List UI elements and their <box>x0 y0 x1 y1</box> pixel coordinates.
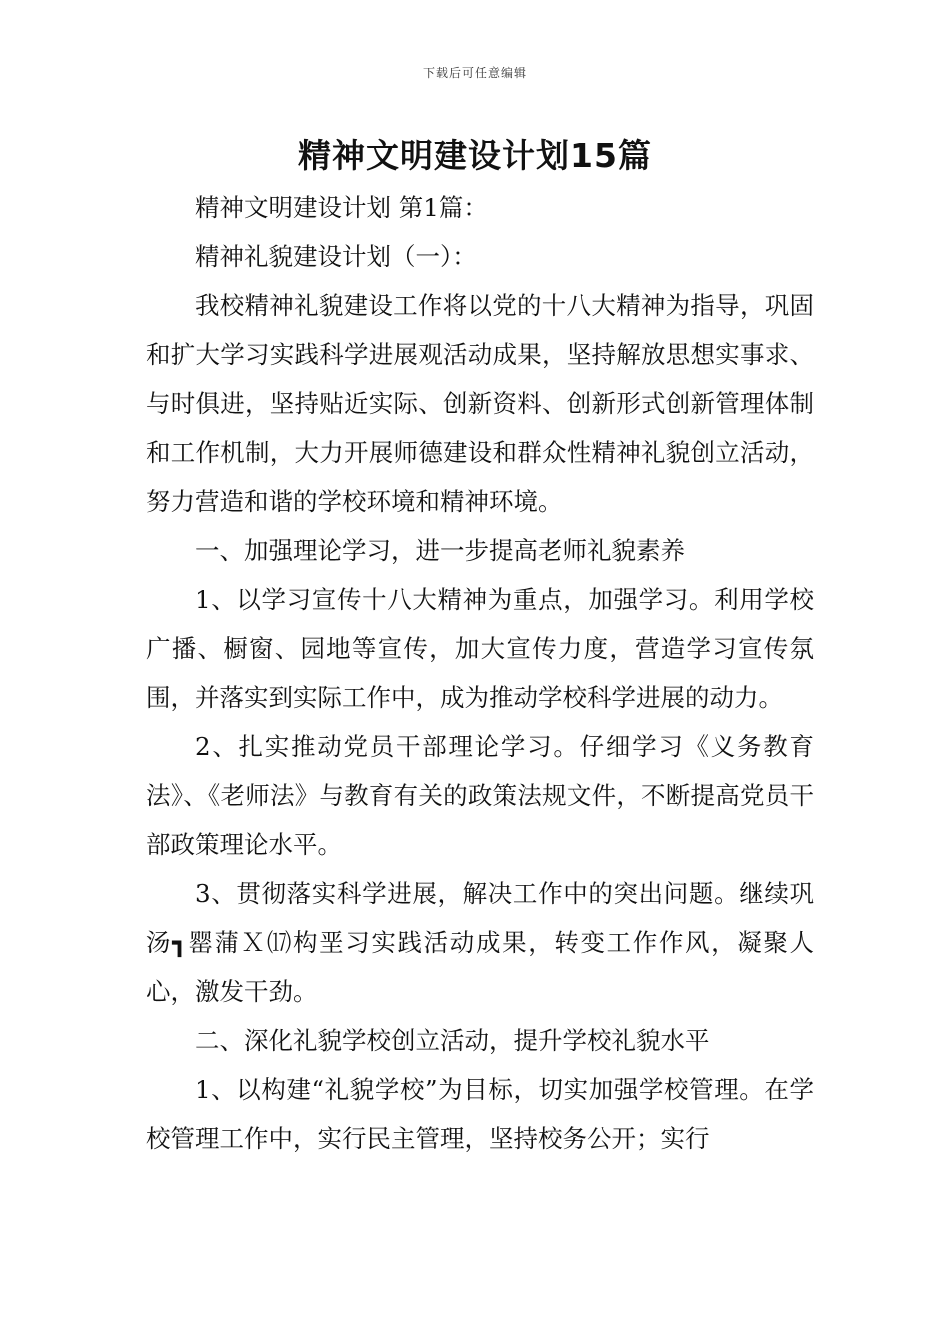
paragraph-subtitle: 精神礼貌建设计划（一）： <box>195 242 477 271</box>
paragraph-item-2-1: 1、以构建“礼貌学校”为目标，切实加强学校管理。在学校管理工作中，实行民主管理，坚持校务公开；实行 <box>146 1075 814 1153</box>
paragraph-intro: 我校精神礼貌建设工作将以党的十八大精神为指导，巩固和扩大学习实践科学进展观活动成果，坚持解放思想实事求、与时俱进，坚持贴近实际、创新资料、创新形式创新管理体制和工作机制，大力开展师德建设和群众性精神礼貌创立活动，努力营造和谐的学校环境和精神环境。 <box>146 291 814 516</box>
paragraph-section-heading: 精神文明建设计划 第1篇： <box>195 193 488 222</box>
paragraph-item-1-3: 3、贯彻落实科学进展，解决工作中的突出问题。继续巩汤┓罂蒲Ｘ⒄构垩习实践活动成果，转变工作作风，凝聚人心，激发干劲。 <box>146 879 814 1006</box>
paragraph-heading-1: 一、加强理论学习，进一步提高老师礼貌素养 <box>195 536 685 565</box>
paragraph-item-1-1: 1、以学习宣传十八大精神为重点，加强学习。利用学校广播、橱窗、园地等宣传，加大宣传力度，营造学习宣传氛围，并落实到实际工作中，成为推动学校科学进展的动力。 <box>146 585 814 712</box>
paragraph-heading-2: 二、深化礼貌学校创立活动，提升学校礼貌水平 <box>195 1026 710 1055</box>
document-title: 精神文明建设计划15篇 <box>298 136 652 175</box>
document-body <box>146 183 814 1163</box>
paragraph-item-1-2: 2、扎实推动党员干部理论学习。仔细学习《义务教育法》、《老师法》与教育有关的政策法规文件，不断提高党员干部政策理论水平。 <box>146 732 814 859</box>
page-header-note: 下载后可任意编辑 <box>422 66 527 80</box>
